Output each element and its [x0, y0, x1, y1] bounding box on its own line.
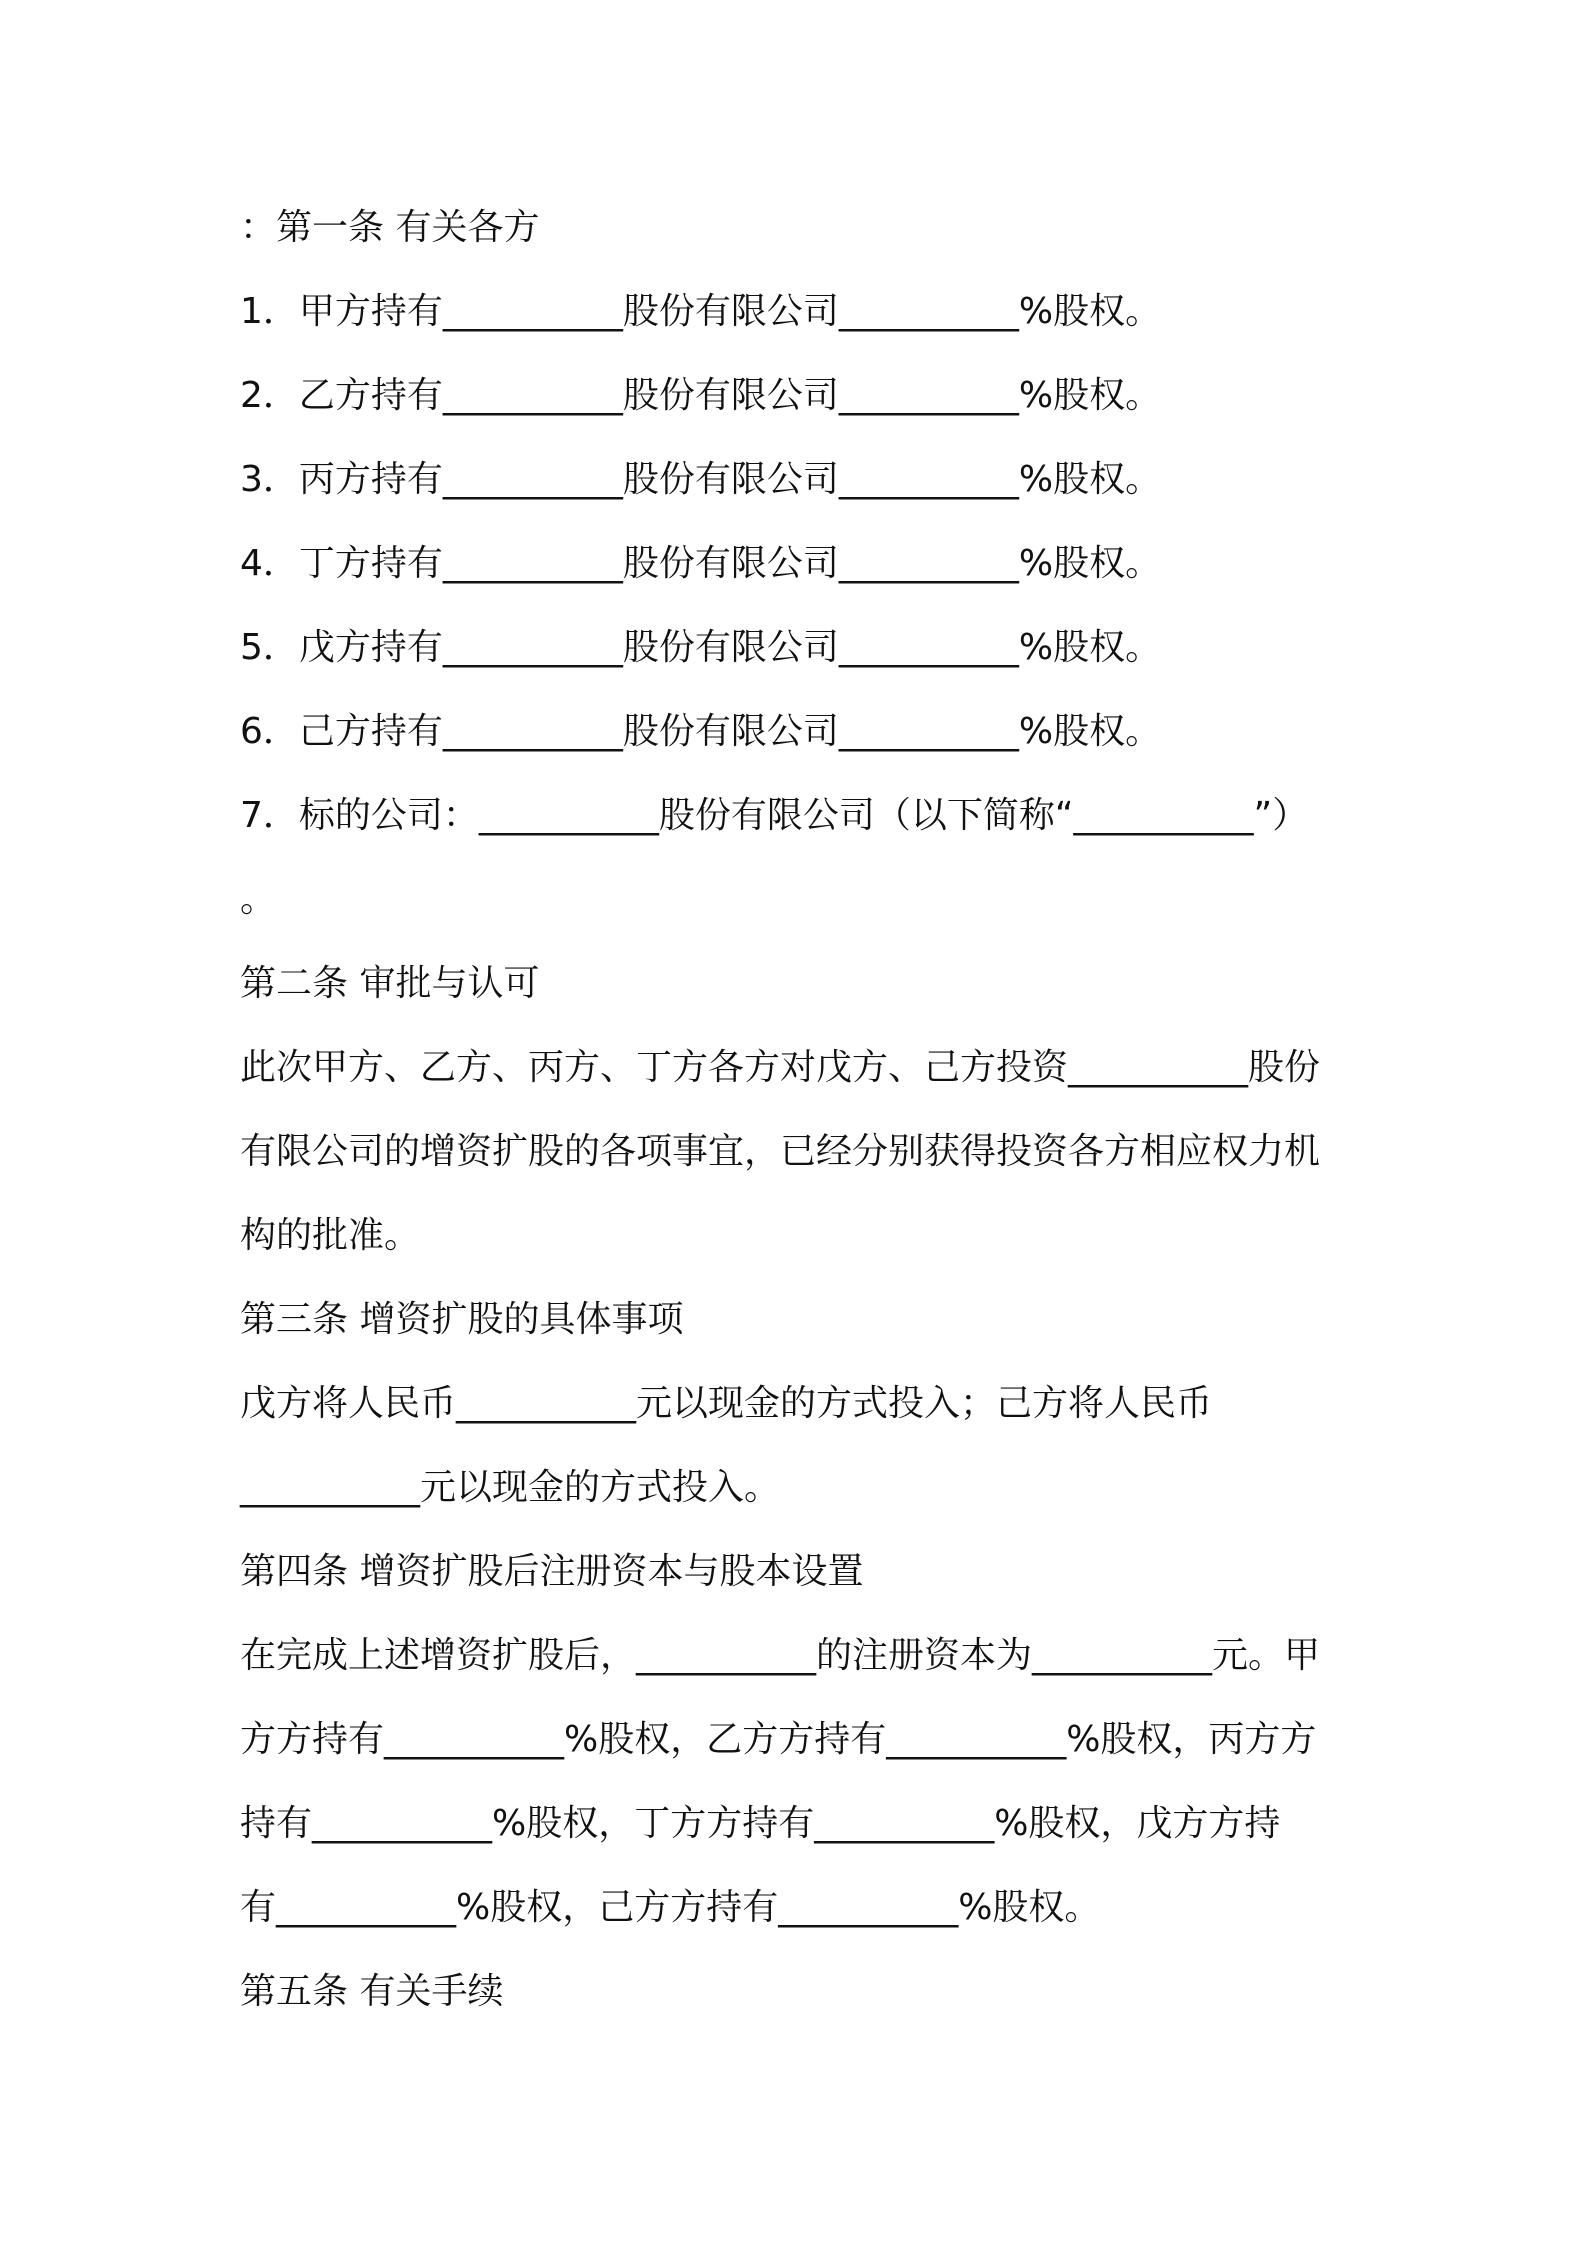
target-company-line: 7．标的公司：__________股份有限公司（以下简称“__________”） — [240, 795, 1309, 836]
article-4-text-line-3: 持有__________%股权，丁方方持有__________%股权，戊方方持 — [240, 1803, 1281, 1844]
article-3-heading: 第三条 增资扩股的具体事项 — [240, 1299, 684, 1340]
article-2-text-line-3: 构的批准。 — [240, 1215, 421, 1256]
party-b-line: 2．乙方持有__________股份有限公司__________%股权。 — [240, 375, 1162, 416]
article-3-text-line-2: __________元以现金的方式投入。 — [240, 1467, 781, 1508]
party-e-line: 5．戊方持有__________股份有限公司__________%股权。 — [240, 627, 1162, 668]
party-f-line: 6．己方持有__________股份有限公司__________%股权。 — [240, 711, 1162, 752]
article-1-heading: ：第一条 有关各方 — [240, 207, 540, 248]
target-company-line-end: 。 — [240, 879, 277, 920]
party-d-line: 4．丁方持有__________股份有限公司__________%股权。 — [240, 543, 1162, 584]
article-4-text-line-1: 在完成上述增资扩股后，__________的注册资本为__________元。甲 — [240, 1635, 1321, 1676]
article-5-heading: 第五条 有关手续 — [240, 1971, 504, 2012]
party-a-line: 1．甲方持有__________股份有限公司__________%股权。 — [240, 291, 1162, 332]
article-4-text-line-4: 有__________%股权，己方方持有__________%股权。 — [240, 1887, 1101, 1928]
article-2-text-line-1: 此次甲方、乙方、丙方、丁方各方对戊方、己方投资__________股份 — [240, 1047, 1321, 1088]
party-c-line: 3．丙方持有__________股份有限公司__________%股权。 — [240, 459, 1162, 500]
article-3-text-line-1: 戊方将人民币__________元以现金的方式投入；己方将人民币 — [240, 1383, 1213, 1424]
article-2-text-line-2: 有限公司的增资扩股的各项事宜，已经分别获得投资各方相应权力机 — [240, 1131, 1321, 1172]
article-4-heading: 第四条 增资扩股后注册资本与股本设置 — [240, 1551, 864, 1592]
article-4-text-line-2: 方方持有__________%股权，乙方方持有__________%股权，丙方方 — [240, 1719, 1317, 1760]
article-2-heading: 第二条 审批与认可 — [240, 963, 540, 1004]
